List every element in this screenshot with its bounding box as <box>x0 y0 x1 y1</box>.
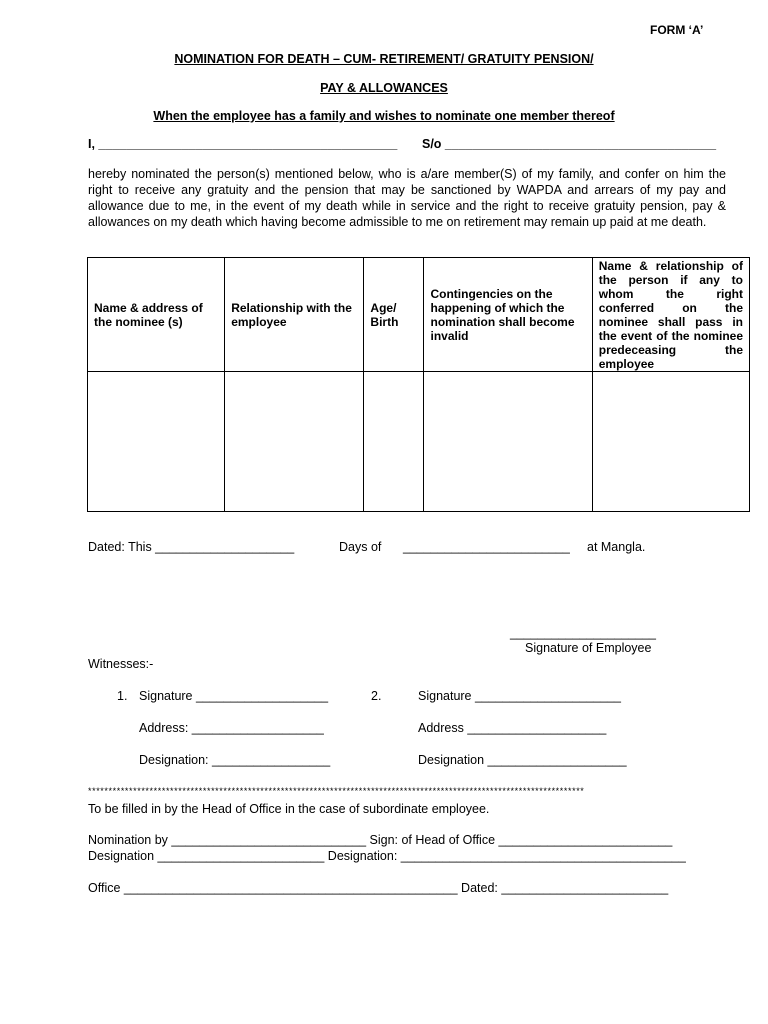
witness-2-signature-field[interactable]: Signature _____________________ <box>418 689 621 703</box>
witness-2-number: 2. <box>371 689 382 703</box>
cell-alternate-nominee[interactable] <box>592 372 749 512</box>
witness-2-address-field[interactable]: Address ____________________ <box>418 721 607 735</box>
head-office-note: To be filled in by the Head of Office in the case of subordinate employee. <box>88 802 490 816</box>
header-age-birth: Age/ Birth <box>364 258 424 372</box>
form-title-line2: PAY & ALLOWANCES <box>320 81 448 95</box>
witness-1-number: 1. <box>117 689 128 703</box>
days-of-label: Days of <box>339 540 382 554</box>
header-nominee-name-address: Name & address of the nominee (s) <box>88 258 225 372</box>
witness-1-signature-field[interactable]: Signature ___________________ <box>139 689 329 703</box>
witness-1-address-field[interactable]: Address: ___________________ <box>139 721 324 735</box>
header-alternate-nominee: Name & relationship of the person if any to whom the right conferred on the nominee shall pass in the event of the nominee predeceasing the employee <box>592 258 749 372</box>
witness-2-designation-field[interactable]: Designation ____________________ <box>418 753 627 767</box>
cell-contingencies[interactable] <box>424 372 592 512</box>
father-name-field[interactable]: S/o _______________________________________ <box>422 137 717 151</box>
employee-signature-label: Signature of Employee <box>525 641 652 655</box>
cell-relationship[interactable] <box>225 372 364 512</box>
designation-row[interactable]: Designation ________________________ Designation: _________________________________________ <box>88 849 686 863</box>
cell-age-birth[interactable] <box>364 372 424 512</box>
witnesses-heading: Witnesses:- <box>88 657 154 671</box>
dated-this-field[interactable]: Dated: This ____________________ <box>88 540 295 554</box>
office-dated-row[interactable]: Office ________________________________________________ Dated: ________________________ <box>88 881 669 895</box>
form-subtitle: When the employee has a family and wishes to nominate one member thereof <box>153 109 615 123</box>
place-label: at Mangla. <box>587 540 646 554</box>
asterisk-separator: ************************************************************************************************************************* <box>88 786 585 796</box>
nominee-table <box>87 257 750 512</box>
header-contingencies: Contingencies on the happening of which the nomination shall become invalid <box>424 258 592 372</box>
month-field[interactable]: ________________________ <box>403 540 570 554</box>
cell-nominee-name-address[interactable] <box>88 372 225 512</box>
employee-signature-line[interactable]: _____________________ <box>510 626 656 640</box>
witness-1-designation-field[interactable]: Designation: _________________ <box>139 753 331 767</box>
form-title-line1: NOMINATION FOR DEATH – CUM- RETIREMENT/ GRATUITY PENSION/ <box>174 52 594 66</box>
declaration-text: hereby nominated the person(s) mentioned below, who is a/are member(S) of my family, and confer on him the right to receive any gratuity and the pension that may be sanctioned by WAPDA and arrears of my pay and allowance due to me, in the event of my death while in service and the right to receive gratuity pension, pay & allowances on my death which having become admissible to me on retirement may remain up paid at me death. <box>88 167 726 229</box>
nomination-by-row[interactable]: Nomination by ____________________________ Sign: of Head of Office _________________________ <box>88 833 673 847</box>
declarant-name-field[interactable]: I, ___________________________________________ <box>88 137 398 151</box>
form-label: FORM ‘A’ <box>650 23 704 37</box>
header-relationship: Relationship with the employee <box>225 258 364 372</box>
